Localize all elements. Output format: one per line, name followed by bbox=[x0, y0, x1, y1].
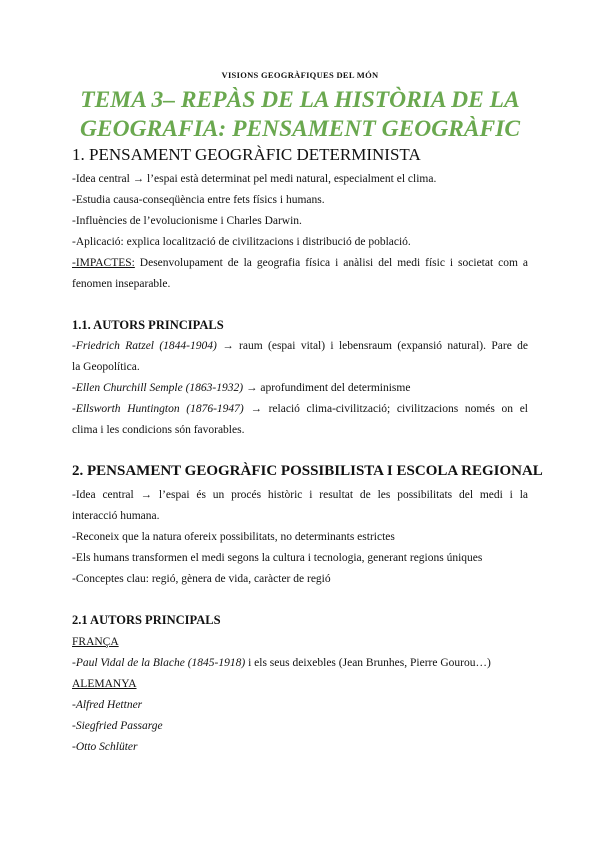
author-description: → raum (espai vital) i lebensraum (expansió natural). Pare de bbox=[216, 340, 528, 352]
country-heading-france: FRANÇA bbox=[72, 636, 119, 648]
impactes-line bbox=[72, 256, 528, 270]
author-name: -Friedrich Ratzel (1844-1904) bbox=[72, 340, 217, 352]
title-line-2: GEOGRAFIA: PENSAMENT GEOGRÀFIC bbox=[79, 116, 521, 142]
list-item: -Conceptes clau: regió, gènera de vida, caràcter de regió bbox=[72, 573, 331, 585]
author-name: -Ellsworth Huntington (1876-1947) bbox=[72, 403, 244, 415]
author-line bbox=[72, 402, 528, 416]
author-description: → aprofundiment del determinisme bbox=[243, 382, 411, 394]
author-name: -Alfred Hettner bbox=[72, 699, 143, 711]
list-item: -Reconeix que la natura ofereix possibilitats, no determinants estrictes bbox=[72, 531, 395, 543]
list-item: -Aplicació: explica localització de civilitzacions i distribució de població. bbox=[72, 236, 411, 248]
author-name: -Paul Vidal de la Blache (1845-1918) bbox=[72, 657, 246, 669]
course-kicker: VISIONS GEOGRÀFIQUES DEL MÓN bbox=[221, 70, 379, 80]
list-item: -Idea central → l’espai està determinat pel medi natural, especialment el clima. bbox=[72, 173, 437, 185]
impactes-continuation: fenomen inseparable. bbox=[72, 278, 171, 290]
section-2-1-heading: 2.1 AUTORS PRINCIPALS bbox=[72, 613, 221, 627]
list-item: -Influències de l’evolucionisme i Charles Darwin. bbox=[72, 215, 302, 227]
section-1-heading: 1. PENSAMENT GEOGRÀFIC DETERMINISTA bbox=[72, 145, 421, 164]
title-line-1: TEMA 3– REPÀS DE LA HISTÒRIA DE LA bbox=[80, 87, 520, 113]
list-item: -Idea central → l’espai és un procés històric i resultat de les possibilitats del medi i la bbox=[72, 489, 528, 501]
impactes-label: -IMPACTES: bbox=[72, 257, 135, 269]
author-name: -Otto Schlüter bbox=[72, 741, 138, 753]
author-continuation: la Geopolítica. bbox=[72, 361, 140, 373]
list-item: -Estudia causa-conseqüència entre fets físics i humans. bbox=[72, 194, 325, 206]
author-continuation: clima i les condicions són favorables. bbox=[72, 424, 245, 436]
author-line bbox=[72, 339, 528, 353]
section-1-1-heading: 1.1. AUTORS PRINCIPALS bbox=[72, 318, 224, 332]
author-line bbox=[72, 656, 528, 670]
author-description: i els seus deixebles (Jean Brunhes, Pierre Gourou…) bbox=[245, 657, 491, 669]
list-item-continuation: interacció humana. bbox=[72, 510, 160, 522]
author-description: → relació clima-civilització; civilitzacions només on el bbox=[243, 403, 528, 415]
author-name: -Siegfried Passarge bbox=[72, 720, 163, 732]
list-item: -Els humans transformen el medi segons la cultura i tecnologia, generant regions úniques bbox=[72, 552, 483, 564]
impactes-text: Desenvolupament de la geografia física i anàlisi del medi físic i societat com a bbox=[134, 257, 528, 269]
section-2-heading: 2. PENSAMENT GEOGRÀFIC POSSIBILISTA I ESCOLA REGIONAL bbox=[72, 463, 543, 479]
author-line bbox=[72, 381, 528, 395]
author-name: -Ellen Churchill Semple (1863-1932) bbox=[72, 382, 244, 394]
country-heading-germany: ALEMANYA bbox=[72, 678, 137, 690]
document-title bbox=[40, 86, 560, 144]
